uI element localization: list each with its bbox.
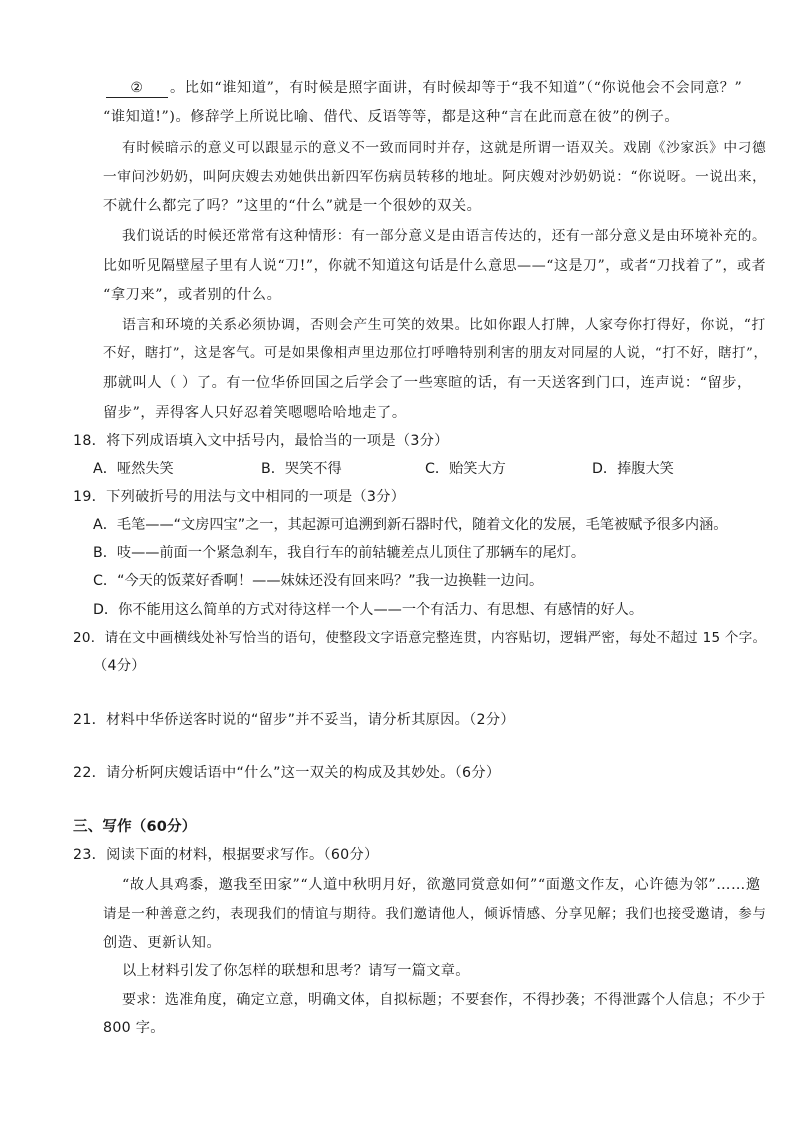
question-19-option-b[interactable]: B．吱——前面一个紧急刹车，我自行车的前轱辘差点儿顶住了那辆车的尾灯。 bbox=[93, 545, 586, 561]
question-18-stem: 18．将下列成语填入文中括号内，最恰当的一项是（3分） bbox=[73, 433, 449, 449]
passage-p3-line2: 比如听见隔壁屋子里有人说“刀!”，你就不知道这句话是什么意思——“这是刀”，或者“刀找着了”，或者 bbox=[103, 258, 767, 274]
question-20-stem: 20．请在文中画横线处补写恰当的语句，使整段文字语意完整连贯，内容贴切，逻辑严密，每处不超过 15 个字。 bbox=[73, 630, 767, 646]
passage-p1-line1 bbox=[106, 78, 742, 98]
passage-p2-line1: 有时候暗示的意义可以跟显示的意义不一致而同时并存，这就是所谓一语双关。戏剧《沙家浜》中刁德 bbox=[122, 140, 767, 156]
question-19-option-a[interactable]: A．毛笔——“文房四宝”之一，其起源可追溯到新石器时代，随着文化的发展，毛笔被赋予很多内涵。 bbox=[93, 517, 728, 533]
section-3-title: 三、写作（60分） bbox=[73, 819, 197, 835]
passage-p3-line1: 我们说话的时候还常常有这种情形：有一部分意义是由语言传达的，还有一部分意义是由环境补充的。 bbox=[122, 228, 767, 244]
passage-p4-line2: 不好，瞎打”，这是客气。可是如果像相声里边那位打呼噜特别利害的朋友对同屋的人说，“打不好，瞎打”， bbox=[103, 346, 768, 361]
passage-p1-line2: “谁知道!”)。修辞学上所说比喻、借代、反语等等，都是这种“言在此而意在彼”的例子。 bbox=[103, 109, 680, 125]
question-19-option-c[interactable]: C．“今天的饭菜好香啊！——妹妹还没有回来吗？”我一边换鞋一边问。 bbox=[93, 573, 544, 589]
question-23-material-line3: 创造、更新认知。 bbox=[103, 935, 222, 951]
question-23-requirements-line1: 要求：选准角度，确定立意，明确文体，自拟标题；不要套作，不得抄袭；不得泄露个人信息；不少于 bbox=[122, 992, 766, 1008]
passage-p2-line3: 不就什么都完了吗？”这里的“什么”就是一个很妙的双关。 bbox=[103, 198, 482, 214]
question-18-option-b[interactable]: B．哭笑不得 bbox=[261, 461, 342, 477]
question-20-points: （4分） bbox=[93, 658, 146, 674]
passage-p4-line3: 那就叫人（ ）了。有一位华侨回国之后学会了一些寒暄的话，有一天送客到门口，连声说：“留步， bbox=[103, 375, 752, 391]
passage-p4-line4: 留步”，弄得客人只好忍着笑嗯嗯哈哈地走了。 bbox=[103, 405, 407, 421]
question-23-stem: 23．阅读下面的材料，根据要求写作。（60分） bbox=[73, 847, 379, 863]
question-23-material-line2: 请是一种善意之约，表现我们的情谊与期待。我们邀请他人，倾诉情感、分享见解；我们也接受邀请，参与 bbox=[103, 906, 767, 922]
question-19-option-d[interactable]: D．你不能用这么简单的方式对待这样一个人——一个有活力、有思想、有感情的好人。 bbox=[93, 602, 644, 618]
question-23-requirements-line2: 800 字。 bbox=[103, 1020, 165, 1036]
question-18-option-d[interactable]: D．捧腹大笑 bbox=[592, 461, 674, 477]
question-19-stem: 19．下列破折号的用法与文中相同的一项是（3分） bbox=[73, 489, 406, 505]
question-23-prompt: 以上材料引发了你怎样的联想和思考？请写一篇文章。 bbox=[122, 963, 470, 979]
question-23-material-line1: “故人具鸡黍，邀我至田家”“人道中秋明月好，欲邀同赏意如何”“面邀文作友，心许德为邻”……邀 bbox=[122, 877, 761, 893]
question-18-option-a[interactable]: A．哑然失笑 bbox=[93, 461, 174, 477]
passage-p3-line3: “拿刀来”，或者别的什么。 bbox=[103, 287, 282, 303]
question-21-stem: 21．材料中华侨送客时说的“留步”并不妥当，请分析其原因。（2分） bbox=[73, 712, 515, 728]
passage-p4-line1: 语言和环境的关系必须协调，否则会产生可笑的效果。比如你跟人打牌，人家夸你打得好，你说，“打 bbox=[122, 317, 766, 333]
answer-blank-2[interactable]: ② bbox=[106, 80, 168, 98]
question-22-stem: 22．请分析阿庆嫂话语中“什么”这一双关的构成及其妙处。（6分） bbox=[73, 765, 501, 781]
passage-text: 。比如“谁知道”，有时候是照字面讲，有时候却等于“我不知道”（“你说他会不会同意？” bbox=[170, 80, 743, 96]
passage-p2-line2: 一审问沙奶奶，叫阿庆嫂去劝她供出新四军伤病员转移的地址。阿庆嫂对沙奶奶说：“你说呀。一说出来， bbox=[103, 169, 767, 185]
question-18-option-c[interactable]: C．贻笑大方 bbox=[425, 461, 506, 477]
